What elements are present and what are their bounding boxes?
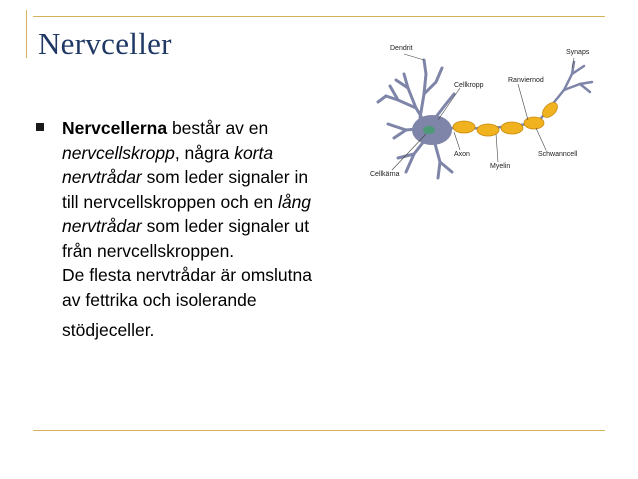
left-rule (26, 10, 27, 58)
synapse-terminals (564, 62, 592, 92)
text-line (62, 263, 382, 288)
text-line (62, 239, 382, 264)
text-segment: De flesta nervtrådar är omslutna (62, 265, 312, 285)
text-line (62, 288, 382, 313)
label-cellkarna: Cellkärna (370, 171, 400, 178)
italic-term: nervtrådar (62, 167, 142, 187)
label-dendrit: Dendrit (390, 45, 413, 52)
text-segment: till nervcellskroppen och en (62, 191, 278, 212)
label-synaps: Synaps (566, 49, 590, 56)
text-line (62, 214, 382, 239)
italic-term: lång (277, 191, 312, 212)
label-axon: Axon (454, 151, 470, 158)
label-schwanncell: Schwanncell (538, 151, 578, 158)
label-ranviernod: Ranviernod (508, 77, 544, 84)
label-myelin: Myelin (490, 163, 511, 170)
text-segment: , några (174, 142, 235, 163)
cell-nucleus (423, 126, 435, 134)
slide-title: Nervceller (38, 26, 172, 61)
myelin-sheath (453, 100, 560, 136)
text-segment: av fettrika och isolerande (62, 289, 257, 310)
text-line (62, 116, 382, 141)
bullet-text (62, 116, 382, 343)
text-line (62, 318, 382, 343)
neuron-figure (368, 38, 604, 186)
text-segment: som leder signaler in (141, 167, 309, 187)
text-segment: från nervcellskroppen. (62, 240, 235, 261)
text-segment: stödjeceller. (62, 320, 155, 340)
bottom-rule (33, 430, 605, 431)
italic-term: korta (234, 142, 274, 163)
italic-term: nervcellskropp (62, 142, 175, 163)
italic-term: nervtrådar (62, 216, 142, 236)
label-cellkropp: Cellkropp (454, 82, 484, 89)
bold-term: Nervcellerna (62, 118, 168, 138)
bullet-square-icon (36, 123, 44, 131)
text-line (62, 141, 382, 166)
neuron-diagram (368, 38, 604, 186)
text-segment: som leder signaler ut (141, 216, 310, 236)
text-line (62, 165, 382, 190)
text-segment: består av en (167, 118, 269, 138)
top-rule (33, 16, 605, 17)
text-line (62, 190, 382, 215)
